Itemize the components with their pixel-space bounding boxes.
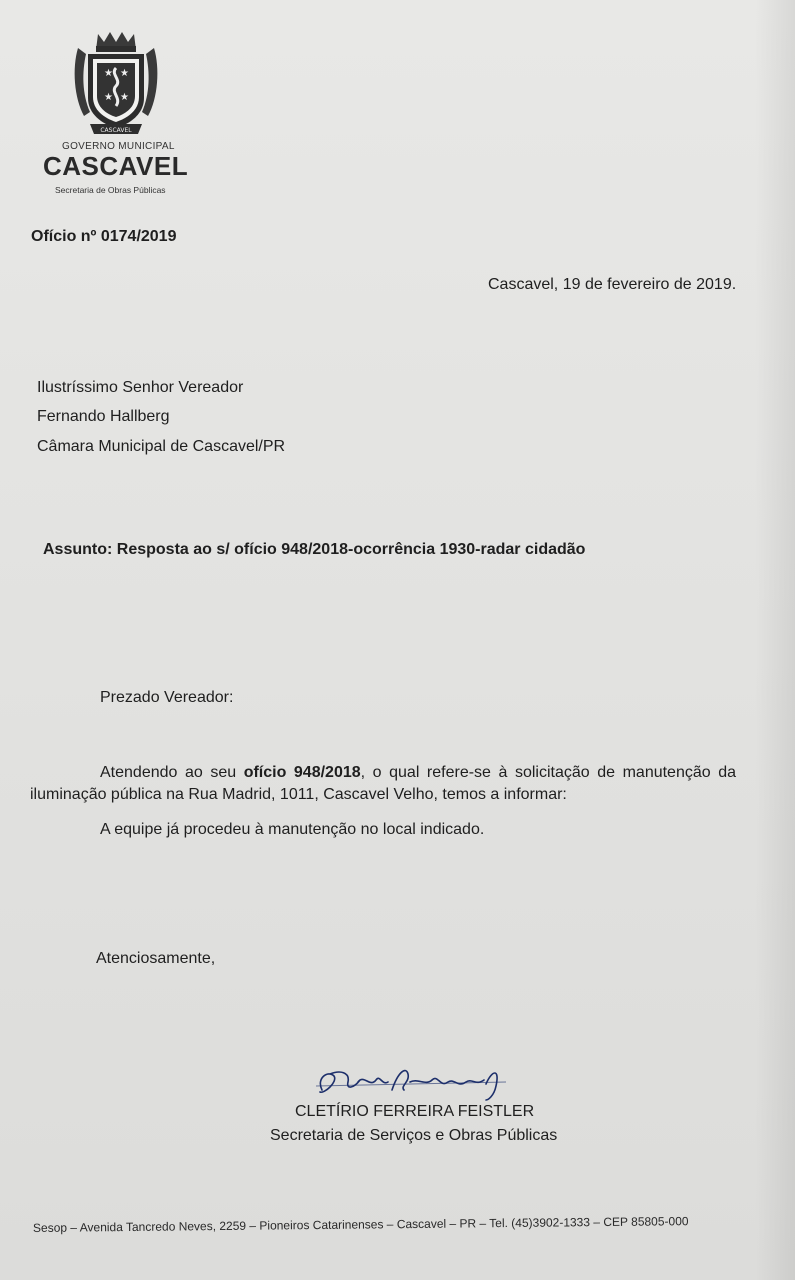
svg-text:★: ★ (120, 92, 129, 103)
recipient-institution: Câmara Municipal de Cascavel/PR (37, 438, 286, 455)
svg-text:★: ★ (104, 92, 113, 103)
greeting: Prezado Vereador: (100, 689, 234, 706)
recipient-name: Fernando Hallberg (37, 408, 170, 425)
signer-name: CLETÍRIO FERREIRA FEISTLER (295, 1103, 535, 1120)
body-paragraph (30, 762, 736, 806)
subject-line: Assunto: Resposta ao s/ ofício 948/2018-ocorrência 1930-radar cidadão (43, 541, 586, 558)
gov-label: GOVERNO MUNICIPAL (62, 141, 175, 152)
body-text-tail: , o qual refere-se à solicitação de manutenção da (360, 764, 737, 781)
footer-address: Sesop – Avenida Tancredo Neves, 2259 – Pioneiros Catarinenses – Cascavel – PR – Tel. (45)3902-1333 – CEP 85805-000 (32, 1214, 689, 1235)
body-paragraph-line2: iluminação pública na Rua Madrid, 1011, Cascavel Velho, temos a informar: (30, 786, 567, 803)
signer-title: Secretaria de Serviços e Obras Públicas (270, 1127, 558, 1144)
document-number: Ofício nº 0174/2019 (31, 228, 177, 245)
city-name: CASCAVEL (43, 151, 189, 181)
department-label: Secretaria de Obras Públicas (55, 185, 166, 195)
cascavel-crest-logo (70, 28, 162, 140)
handwritten-signature (310, 1060, 510, 1104)
svg-text:★: ★ (104, 68, 113, 79)
recipient-title: Ilustríssimo Senhor Vereador (37, 379, 244, 396)
crest-ribbon-text: CASCAVEL (100, 127, 132, 134)
svg-text:★: ★ (120, 68, 129, 79)
date-line: Cascavel, 19 de fevereiro de 2019. (488, 276, 737, 293)
body-reference-bold: ofício 948/2018 (243, 764, 361, 781)
body-paragraph-2: A equipe já procedeu à manutenção no local indicado. (100, 821, 485, 838)
body-text-lead: Atendendo ao seu (100, 764, 244, 781)
body-paragraph-line1 (30, 762, 736, 784)
closing: Atenciosamente, (96, 950, 216, 967)
